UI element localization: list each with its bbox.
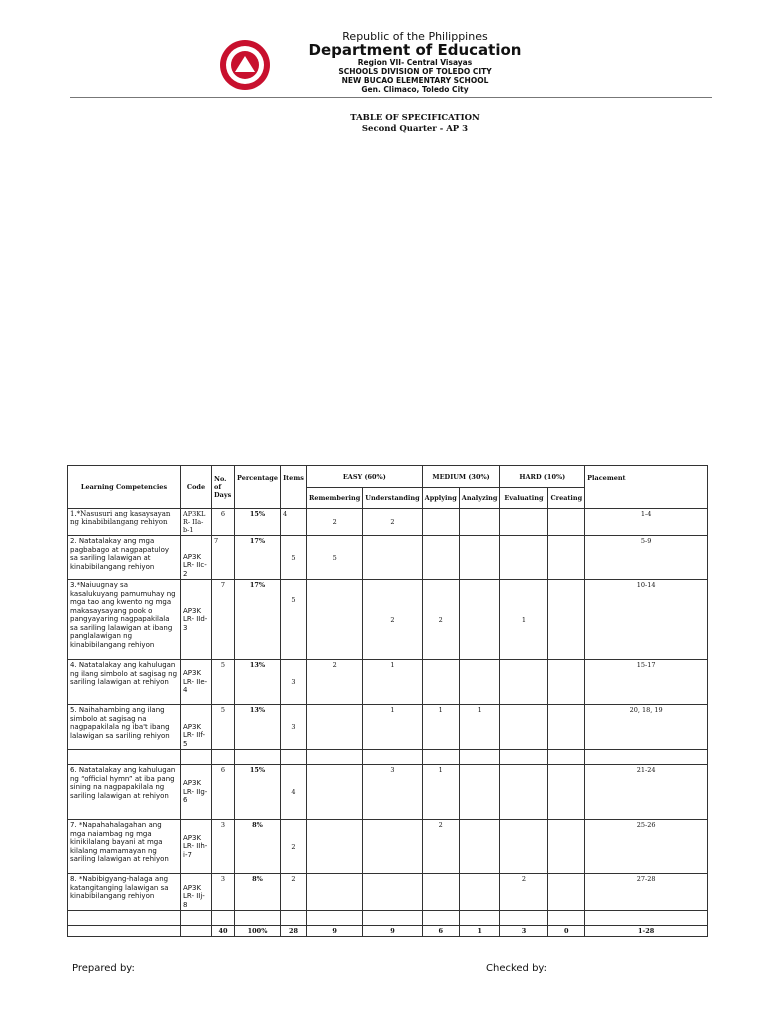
remembering-cell: 5 [307,536,363,580]
creating-cell [548,536,585,580]
remembering-cell [307,820,363,874]
understanding-cell [363,536,422,580]
table-row [68,765,708,820]
understanding-cell: 1 [363,660,422,705]
code-cell: AP3K LR- IIj-8 [181,874,212,911]
creating-cell [548,509,585,536]
understanding-cell [363,820,422,874]
percentage-cell: 13% [235,660,281,705]
col-analyzing: Analyzing [459,488,500,509]
table-row [68,580,708,660]
days-cell: 5 [212,705,235,750]
evaluating-cell [500,536,548,580]
code-cell: AP3K LR- IIe-4 [181,660,212,705]
items-cell: 3 [281,705,307,750]
remembering-cell: 2 [307,509,363,536]
document-subtitle: Second Quarter - AP 3 [361,124,469,134]
region-line: Region VII- Central Visayas [357,58,473,67]
days-cell: 6 [212,509,235,536]
creating-cell [548,820,585,874]
col-applying: Applying [422,488,459,509]
code-cell: AP3K LR- IId-3 [181,580,212,660]
header-row-top [68,466,708,488]
department-name: Department of Education [308,41,522,59]
analyzing-cell [459,765,500,820]
analyzing-cell [459,509,500,536]
items-cell: 2 [281,874,307,911]
evaluating-cell [500,705,548,750]
total-analyzing: 1 [459,926,500,937]
items-cell: 2 [281,820,307,874]
creating-cell [548,580,585,660]
remembering-cell: 2 [307,660,363,705]
items-cell: 5 [281,536,307,580]
competency-cell: 8. *Nabibigyang-halaga ang katangitanging lalawigan sa kinabibilangang rehiyon [68,874,181,911]
analyzing-cell: 1 [459,705,500,750]
total-applying: 6 [422,926,459,937]
placement-cell: 25-26 [585,820,708,874]
table-row [68,874,708,911]
col-understanding: Understanding [363,488,422,509]
total-percentage: 100% [235,926,281,937]
competency-cell: 7. *Napahahalagahan ang mga naiambag ng mga kinikilalang bayani at mga kilalang mamamayan ng sariling lalawigan at rehiyon [68,820,181,874]
days-cell: 7 [212,580,235,660]
applying-cell [422,536,459,580]
header-divider [70,97,712,98]
placement-cell: 21-24 [585,765,708,820]
analyzing-cell [459,874,500,911]
applying-cell: 2 [422,580,459,660]
competency-cell: 6. Natatalakay ang kahulugan ng “official hymn” at iba pang sining na nagpapakilala ng sariling lalawigan at rehiyon [68,765,181,820]
col-remembering: Remembering [307,488,363,509]
applying-cell: 1 [422,765,459,820]
division-line: SCHOOLS DIVISION OF TOLEDO CITY [338,67,492,76]
placement-cell: 27-28 [585,874,708,911]
percentage-cell: 8% [235,874,281,911]
table-row [68,536,708,580]
total-creating: 0 [548,926,585,937]
items-cell: 3 [281,660,307,705]
table-row [68,509,708,536]
days-cell: 7 [212,536,235,580]
applying-cell [422,874,459,911]
understanding-cell [363,874,422,911]
totals-row [68,926,708,937]
total-days: 40 [212,926,235,937]
percentage-cell: 15% [235,765,281,820]
placement-cell: 20, 18, 19 [585,705,708,750]
days-cell: 5 [212,660,235,705]
understanding-cell: 2 [363,509,422,536]
evaluating-cell [500,820,548,874]
col-days: No. of Days [212,466,235,509]
col-placement: Placement [585,466,708,509]
col-items: Items [281,466,307,509]
col-easy: EASY (60%) [307,466,423,488]
remembering-cell [307,580,363,660]
table-row [68,705,708,750]
days-cell: 3 [212,820,235,874]
placement-cell: 15-17 [585,660,708,705]
total-placement: 1-28 [585,926,708,937]
col-percentage: Percentage [235,466,281,509]
percentage-cell: 8% [235,820,281,874]
specification-table [67,465,708,937]
competency-cell: 1.*Nasusuri ang kasaysayan ng kinabibilangang rehiyon [68,509,181,536]
col-evaluating: Evaluating [500,488,548,509]
spacer-row [68,750,708,765]
evaluating-cell [500,509,548,536]
items-cell: 4 [281,765,307,820]
republic-line: Republic of the Philippines [342,30,488,43]
remembering-cell [307,705,363,750]
competency-cell: 4. Natatalakay ang kahulugan ng ilang simbolo at sagisag ng sariling lalawigan at rehiyon [68,660,181,705]
total-understanding: 9 [363,926,422,937]
items-cell: 5 [281,580,307,660]
competency-cell: 2. Natatalakay ang mga pagbabago at nagpapatuloy sa sariling lalawigan at kinabibilangang rehiyon [68,536,181,580]
col-medium: MEDIUM (30%) [422,466,500,488]
percentage-cell: 13% [235,705,281,750]
evaluating-cell: 2 [500,874,548,911]
evaluating-cell [500,765,548,820]
evaluating-cell [500,660,548,705]
placement-cell: 5-9 [585,536,708,580]
applying-cell: 2 [422,820,459,874]
percentage-cell: 17% [235,536,281,580]
applying-cell: 1 [422,705,459,750]
address-line: Gen. Climaco, Toledo City [361,85,469,94]
code-cell: AP3K LR- IIc-2 [181,536,212,580]
total-items: 28 [281,926,307,937]
analyzing-cell [459,660,500,705]
col-hard: HARD (10%) [500,466,585,488]
col-code: Code [181,466,212,509]
creating-cell [548,765,585,820]
understanding-cell: 2 [363,580,422,660]
col-creating: Creating [548,488,585,509]
analyzing-cell [459,820,500,874]
total-evaluating: 3 [500,926,548,937]
table-row [68,660,708,705]
remembering-cell [307,765,363,820]
remembering-cell [307,874,363,911]
creating-cell [548,874,585,911]
evaluating-cell: 1 [500,580,548,660]
creating-cell [548,705,585,750]
competency-cell: 5. Naihahambing ang ilang simbolo at sagisag na nagpapakilala ng iba't ibang lalawigan sa sariling rehiyon [68,705,181,750]
competency-cell: 3.*Naiuugnay sa kasalukuyang pamumuhay ng mga tao ang kwento ng mga makasaysayang pook o pangyayaring nagpapakilala sa sariling lalawigan at ibang panglalawigan ng kinabibilangang rehiyon [68,580,181,660]
percentage-cell: 17% [235,580,281,660]
code-cell: AP3K LR- IIf-5 [181,705,212,750]
understanding-cell: 3 [363,765,422,820]
understanding-cell: 1 [363,705,422,750]
items-cell: 4 [281,509,307,536]
days-cell: 3 [212,874,235,911]
creating-cell [548,660,585,705]
code-cell: AP3K LR- IIh-i-7 [181,820,212,874]
analyzing-cell [459,580,500,660]
applying-cell [422,509,459,536]
applying-cell [422,660,459,705]
school-line: NEW BUCAO ELEMENTARY SCHOOL [341,76,489,85]
percentage-cell: 15% [235,509,281,536]
code-cell: AP3K LR- IIg-6 [181,765,212,820]
placement-cell: 1-4 [585,509,708,536]
analyzing-cell [459,536,500,580]
checked-by-label: Checked by: [486,963,547,974]
total-remembering: 9 [307,926,363,937]
spacer-row [68,911,708,926]
code-cell: AP3KL R- IIa-b-1 [181,509,212,536]
prepared-by-label: Prepared by: [72,963,135,974]
placement-cell: 10-14 [585,580,708,660]
table-row [68,820,708,874]
days-cell: 6 [212,765,235,820]
col-competencies: Learning Competencies [68,466,181,509]
document-title: TABLE OF SPECIFICATION [350,113,480,123]
